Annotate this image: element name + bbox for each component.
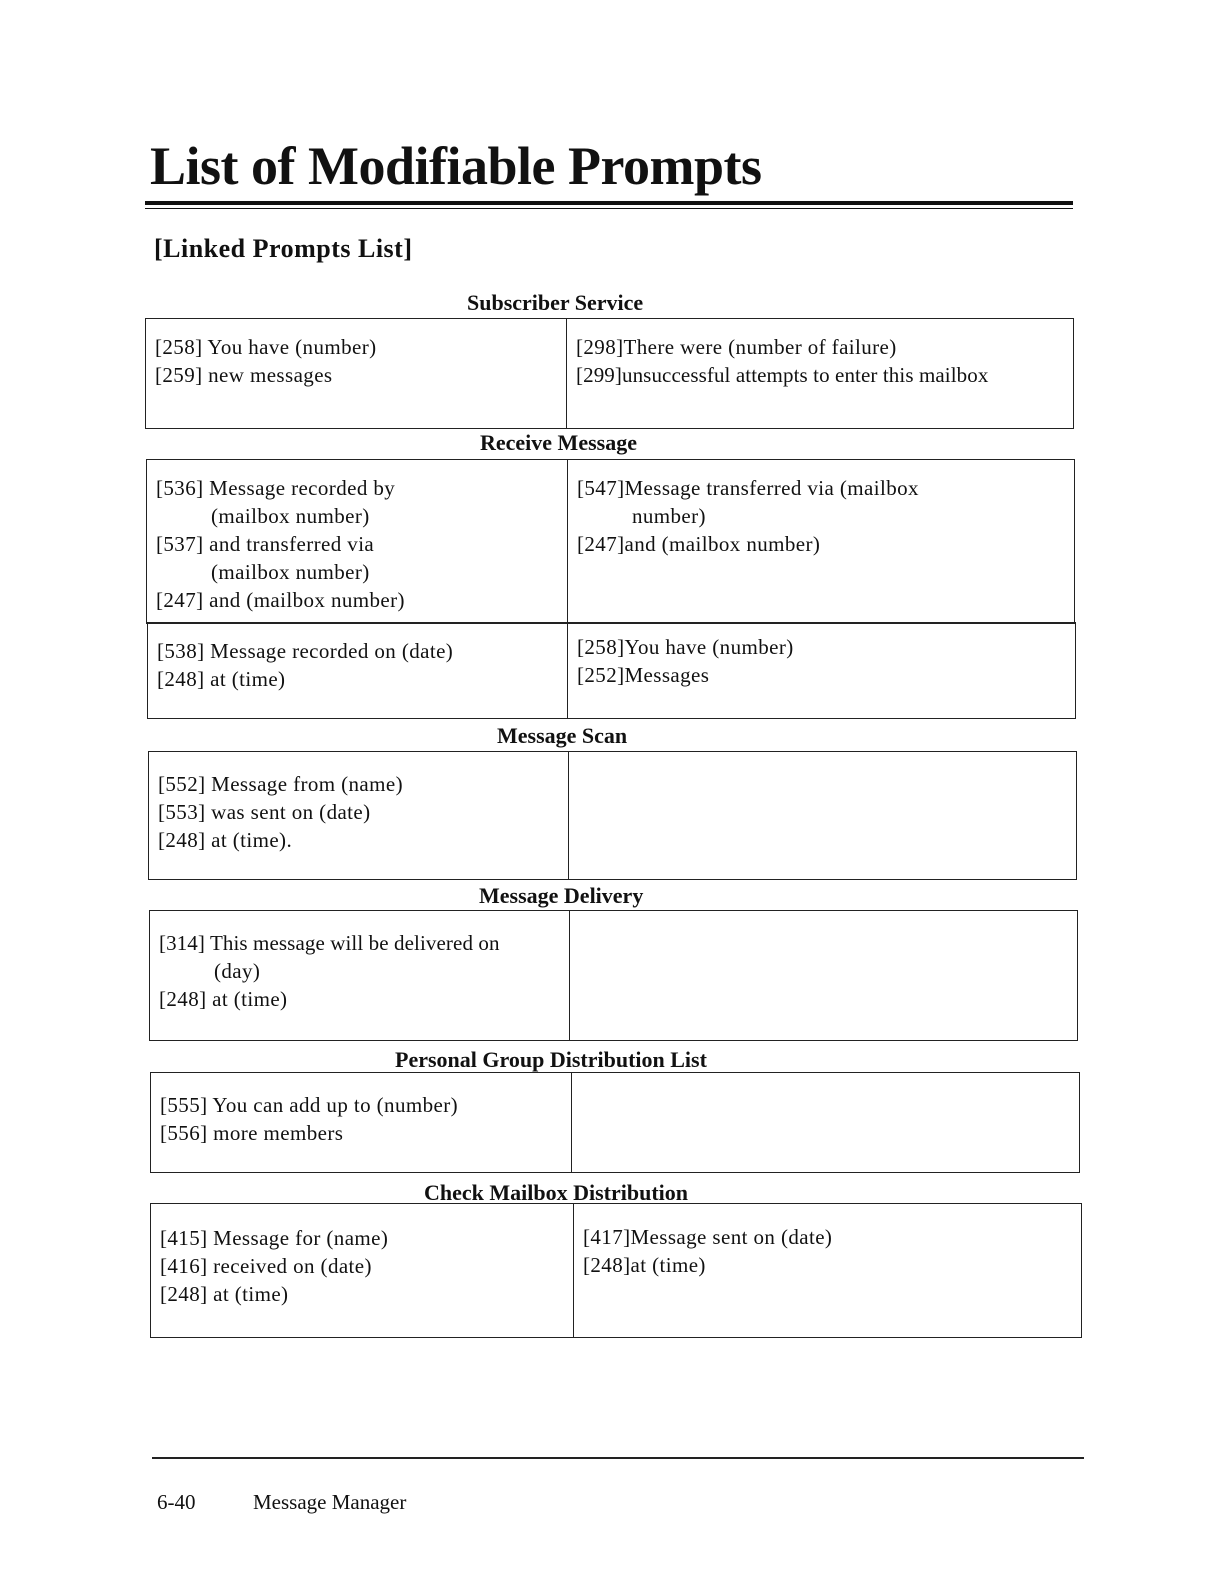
prompt-line: [547]Message transferred via (mailbox	[577, 476, 919, 500]
prompt-line: [417]Message sent on (date)	[583, 1225, 833, 1249]
prompt-cell-right	[567, 319, 1073, 428]
prompt-line: [247]and (mailbox number)	[577, 532, 821, 556]
prompt-line: [248]at (time)	[583, 1253, 706, 1277]
prompt-cell-right-empty	[570, 911, 1077, 1040]
prompt-cell-left	[151, 1073, 572, 1172]
prompt-cell-left	[146, 319, 567, 428]
prompt-cell-left	[151, 1204, 574, 1337]
prompt-line: [299]unsuccessful attempts to enter this mailbox	[576, 363, 989, 387]
prompt-box-message-scan	[148, 751, 1077, 880]
footer-rule	[152, 1457, 1084, 1459]
prompt-box-receive-message-1	[146, 459, 1075, 624]
prompt-line: [248] at (time)	[157, 667, 286, 691]
prompt-box-subscriber-service	[145, 318, 1074, 429]
section-title-check-mailbox: Check Mailbox Distribution	[424, 1180, 689, 1205]
prompt-cell-right-empty	[572, 1073, 1079, 1172]
prompt-line: [553] was sent on (date)	[158, 800, 371, 824]
page-number: 6-40	[157, 1490, 196, 1514]
prompt-line: [252]Messages	[577, 663, 710, 687]
section-title-personal-group: Personal Group Distribution List	[395, 1047, 707, 1072]
section-title-receive-message: Receive Message	[480, 430, 637, 455]
prompt-line: (day)	[214, 959, 261, 983]
prompt-line: [258]You have (number)	[577, 635, 794, 659]
prompt-cell-right	[574, 1204, 1080, 1337]
prompt-line: [536] Message recorded by	[156, 476, 396, 500]
title-rule-thick	[145, 201, 1073, 205]
prompt-cell-left	[150, 911, 570, 1040]
section-title-message-scan: Message Scan	[497, 723, 628, 748]
prompt-line: [248] at (time)	[159, 987, 288, 1011]
prompt-cell-right	[568, 460, 1074, 623]
title-rule-thin	[145, 208, 1073, 209]
prompt-line: (mailbox number)	[211, 560, 370, 584]
section-title-subscriber-service: Subscriber Service	[467, 290, 644, 315]
prompt-line: [552] Message from (name)	[158, 772, 403, 796]
section-title-message-delivery: Message Delivery	[479, 883, 644, 908]
page-title: List of Modifiable Prompts	[150, 136, 762, 196]
prompt-cell-left	[148, 623, 568, 718]
prompt-cell-left	[149, 752, 569, 879]
prompt-line: [248] at (time)	[160, 1282, 289, 1306]
prompt-line: number)	[632, 504, 706, 528]
prompt-line: [259] new messages	[155, 363, 333, 387]
footer	[157, 1490, 406, 1515]
prompt-line: [556] more members	[160, 1121, 344, 1145]
prompt-box-receive-message-2	[147, 622, 1076, 719]
prompt-line: [314] This message will be delivered on	[159, 931, 500, 955]
prompt-line: [555] You can add up to (number)	[160, 1093, 459, 1117]
prompt-cell-right-empty	[569, 752, 1076, 879]
prompt-line: [248] at (time).	[158, 828, 293, 852]
prompt-box-message-delivery	[149, 910, 1078, 1041]
prompt-line: [537] and transferred via	[156, 532, 375, 556]
prompt-line: (mailbox number)	[211, 504, 370, 528]
prompt-line: [416] received on (date)	[160, 1254, 372, 1278]
subtitle: [Linked Prompts List]	[154, 234, 413, 263]
prompt-line: [298]There were (number of failure)	[576, 335, 897, 359]
prompt-line: [258] You have (number)	[155, 335, 377, 359]
prompt-cell-left	[147, 460, 568, 623]
prompt-line: [247] and (mailbox number)	[156, 588, 405, 612]
prompt-box-personal-group	[150, 1072, 1080, 1173]
prompt-box-check-mailbox	[150, 1203, 1082, 1338]
prompt-line: [415] Message for (name)	[160, 1226, 389, 1250]
manual-name: Message Manager	[253, 1490, 407, 1514]
prompt-line: [538] Message recorded on (date)	[157, 639, 454, 663]
prompt-cell-right	[568, 623, 1075, 718]
